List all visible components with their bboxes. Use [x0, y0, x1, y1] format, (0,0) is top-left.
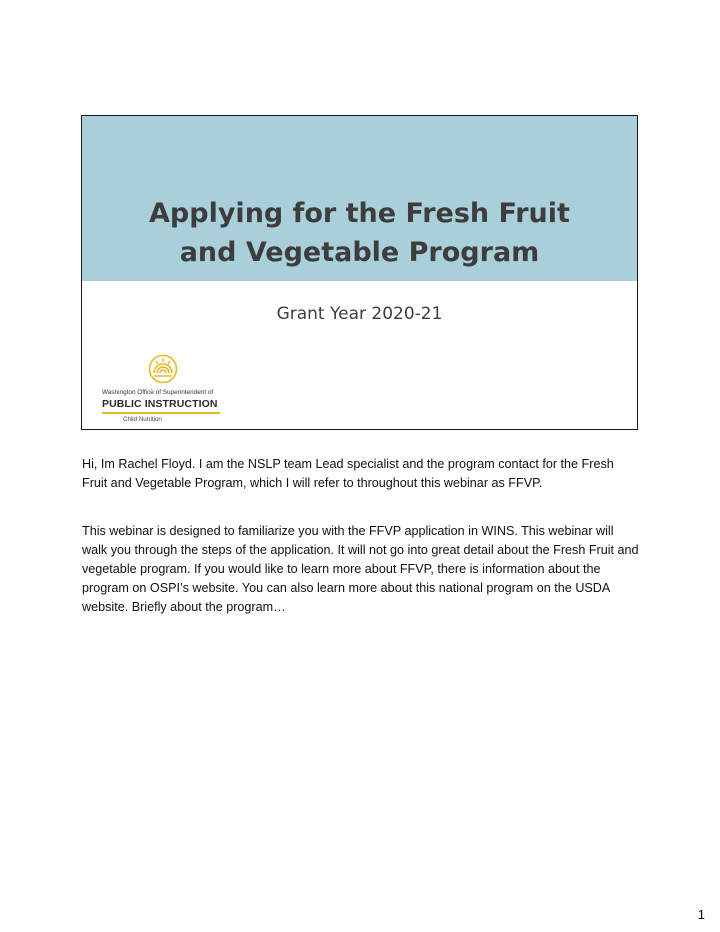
slide-thumbnail — [81, 115, 638, 430]
page-number: 1 — [697, 907, 705, 922]
slide-title — [82, 194, 637, 272]
slide-subtitle: Grant Year 2020-21 — [276, 304, 443, 324]
logo-subtext: Child Nutrition — [123, 416, 162, 423]
logo-agency-text: Washington Office of Superintendent of — [102, 389, 214, 396]
notes-paragraph-2: This webinar is designed to familiarize you with the FFVP application in WINS. This webinar will walk you through the steps of the application. It will not go into great detail about the Fresh Fruit and vegetable program. If you would like to learn more about FFVP, there is information about the program on OSPI’s website. You can also learn more about this national program on the USDA website. Briefly about the program… — [82, 524, 639, 614]
sun-seal-icon — [148, 354, 178, 384]
slide-title-line-1: Applying for the Fresh Fruit — [149, 198, 570, 229]
logo-divider — [102, 412, 220, 414]
slide-title-line-2: and Vegetable Program — [179, 237, 540, 268]
ospi-logo — [102, 354, 226, 426]
logo-division-text: PUBLIC INSTRUCTION — [102, 398, 218, 410]
speaker-notes — [82, 455, 642, 646]
notes-paragraph-1: Hi, Im Rachel Floyd. I am the NSLP team Lead specialist and the program contact for the Fresh Fruit and Vegetable Program, which I will refer to throughout this webinar as FFVP. — [82, 457, 614, 490]
